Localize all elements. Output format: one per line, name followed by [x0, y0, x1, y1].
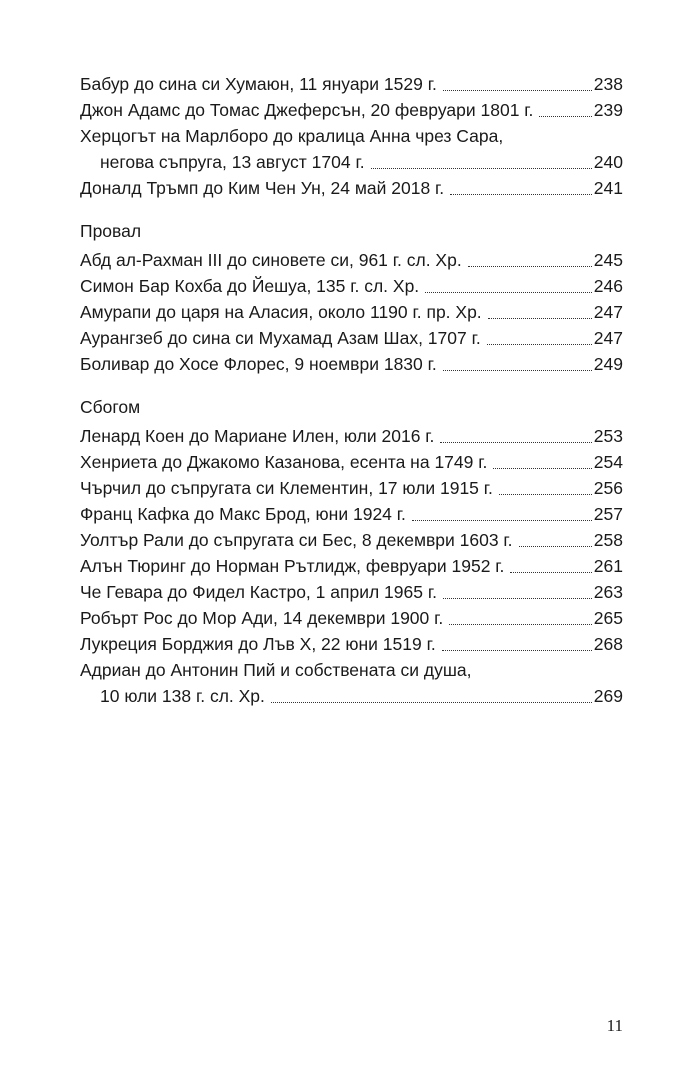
toc-entry — [80, 273, 623, 299]
toc-entry — [80, 553, 623, 579]
toc-entry — [80, 123, 623, 175]
dot-leader — [487, 344, 592, 345]
toc-entry-title: Доналд Тръмп до Ким Чен Ун, 24 май 2018 г. — [80, 178, 445, 198]
toc-entry-page: 256 — [593, 478, 623, 498]
toc-entry — [80, 527, 623, 553]
toc-entry — [80, 423, 623, 449]
toc-entry-title-line1: Адриан до Антонин Пий и собствената си душа, — [80, 660, 472, 680]
dot-leader — [425, 292, 592, 293]
toc-entry-title: 10 юли 138 г. сл. Хр. — [100, 686, 265, 706]
dot-leader — [519, 546, 592, 547]
toc-entry — [80, 501, 623, 527]
toc-entry-title: Боливар до Хосе Флорес, 9 ноември 1830 г. — [80, 354, 437, 374]
toc-entry — [80, 351, 623, 377]
toc-entry-title: негова съпруга, 13 август 1704 г. — [100, 152, 365, 172]
toc-entry-title: Амурапи до царя на Аласия, около 1190 г. пр. Хр. — [80, 302, 482, 322]
toc-entry-title: Ленард Коен до Мариане Илен, юли 2016 г. — [80, 426, 435, 446]
toc-entry — [80, 247, 623, 273]
toc-entry-page: 247 — [593, 302, 623, 322]
toc-entry — [80, 71, 623, 97]
dot-leader — [468, 266, 592, 267]
dot-leader — [443, 598, 592, 599]
toc-entry-page: 268 — [593, 634, 623, 654]
toc-entry-page: 258 — [593, 530, 623, 550]
toc-entry-page: 240 — [593, 152, 623, 172]
toc-entry-page: 246 — [593, 276, 623, 296]
dot-leader — [488, 318, 592, 319]
toc-entry-title: Франц Кафка до Макс Брод, юни 1924 г. — [80, 504, 406, 524]
toc-entry — [80, 631, 623, 657]
toc-entry-continuation — [80, 683, 623, 709]
toc-entry-title-line1: Херцогът на Марлборо до кралица Анна чрез Сара, — [80, 126, 504, 146]
toc-entry — [80, 97, 623, 123]
toc-entry-page: 257 — [593, 504, 623, 524]
toc-entry-title: Хенриета до Джакомо Казанова, есента на 1749 г. — [80, 452, 488, 472]
toc-entry-title: Джон Адамс до Томас Джеферсън, 20 февруари 1801 г. — [80, 100, 534, 120]
toc-entry-title: Абд ал-Рахман III до синовете си, 961 г. сл. Хр. — [80, 250, 462, 270]
toc-entry-page: 239 — [593, 100, 623, 120]
toc-entry-title: Лукреция Борджия до Лъв X, 22 юни 1519 г. — [80, 634, 436, 654]
dot-leader — [440, 442, 591, 443]
dot-leader — [499, 494, 592, 495]
dot-leader — [371, 168, 592, 169]
toc-entry-title: Уолтър Рали до съпругата си Бес, 8 декември 1603 г. — [80, 530, 513, 550]
dot-leader — [539, 116, 591, 117]
toc-entry-title: Че Гевара до Фидел Кастро, 1 април 1965 г. — [80, 582, 437, 602]
toc-entry-title: Бабур до сина си Хумаюн, 11 януари 1529 г. — [80, 74, 437, 94]
toc-entry-page: 247 — [593, 328, 623, 348]
dot-leader — [450, 194, 592, 195]
toc-entry-title: Алън Тюринг до Норман Рътлидж, февруари 1952 г. — [80, 556, 505, 576]
toc-entry-page: 261 — [593, 556, 623, 576]
toc-entry — [80, 579, 623, 605]
toc-entry-title: Чърчил до съпругата си Клементин, 17 юли 1915 г. — [80, 478, 493, 498]
toc-entry-page: 269 — [593, 686, 623, 706]
toc-group — [80, 218, 623, 377]
toc-entry-title: Симон Бар Кохба до Йешуа, 135 г. сл. Хр. — [80, 276, 420, 296]
toc-entry-title: Робърт Рос до Мор Ади, 14 декември 1900 г. — [80, 608, 444, 628]
dot-leader — [412, 520, 592, 521]
toc-group — [80, 71, 623, 201]
dot-leader — [510, 572, 591, 573]
toc-entry-page: 238 — [593, 74, 623, 94]
toc-entry-page: 249 — [593, 354, 623, 374]
section-heading: Сбогом — [80, 397, 141, 417]
toc-entry — [80, 325, 623, 351]
toc-entry-page: 245 — [593, 250, 623, 270]
toc-entry — [80, 657, 623, 709]
toc-entry — [80, 475, 623, 501]
section-heading: Провал — [80, 221, 142, 241]
dot-leader — [442, 650, 592, 651]
page-number: 11 — [606, 1016, 623, 1035]
table-of-contents — [80, 71, 623, 709]
toc-entry-page: 253 — [593, 426, 623, 446]
toc-entry-title: Аурангзеб до сина си Мухамад Азам Шах, 1707 г. — [80, 328, 481, 348]
toc-entry — [80, 175, 623, 201]
toc-entry-page: 241 — [593, 178, 623, 198]
toc-entry — [80, 449, 623, 475]
toc-entry-continuation — [80, 149, 623, 175]
dot-leader — [271, 702, 592, 703]
toc-group — [80, 394, 623, 709]
dot-leader — [493, 468, 591, 469]
dot-leader — [443, 370, 592, 371]
dot-leader — [449, 624, 592, 625]
dot-leader — [443, 90, 592, 91]
toc-entry — [80, 605, 623, 631]
toc-entry-page: 254 — [593, 452, 623, 472]
toc-entry-page: 265 — [593, 608, 623, 628]
toc-entry — [80, 299, 623, 325]
toc-entry-page: 263 — [593, 582, 623, 602]
